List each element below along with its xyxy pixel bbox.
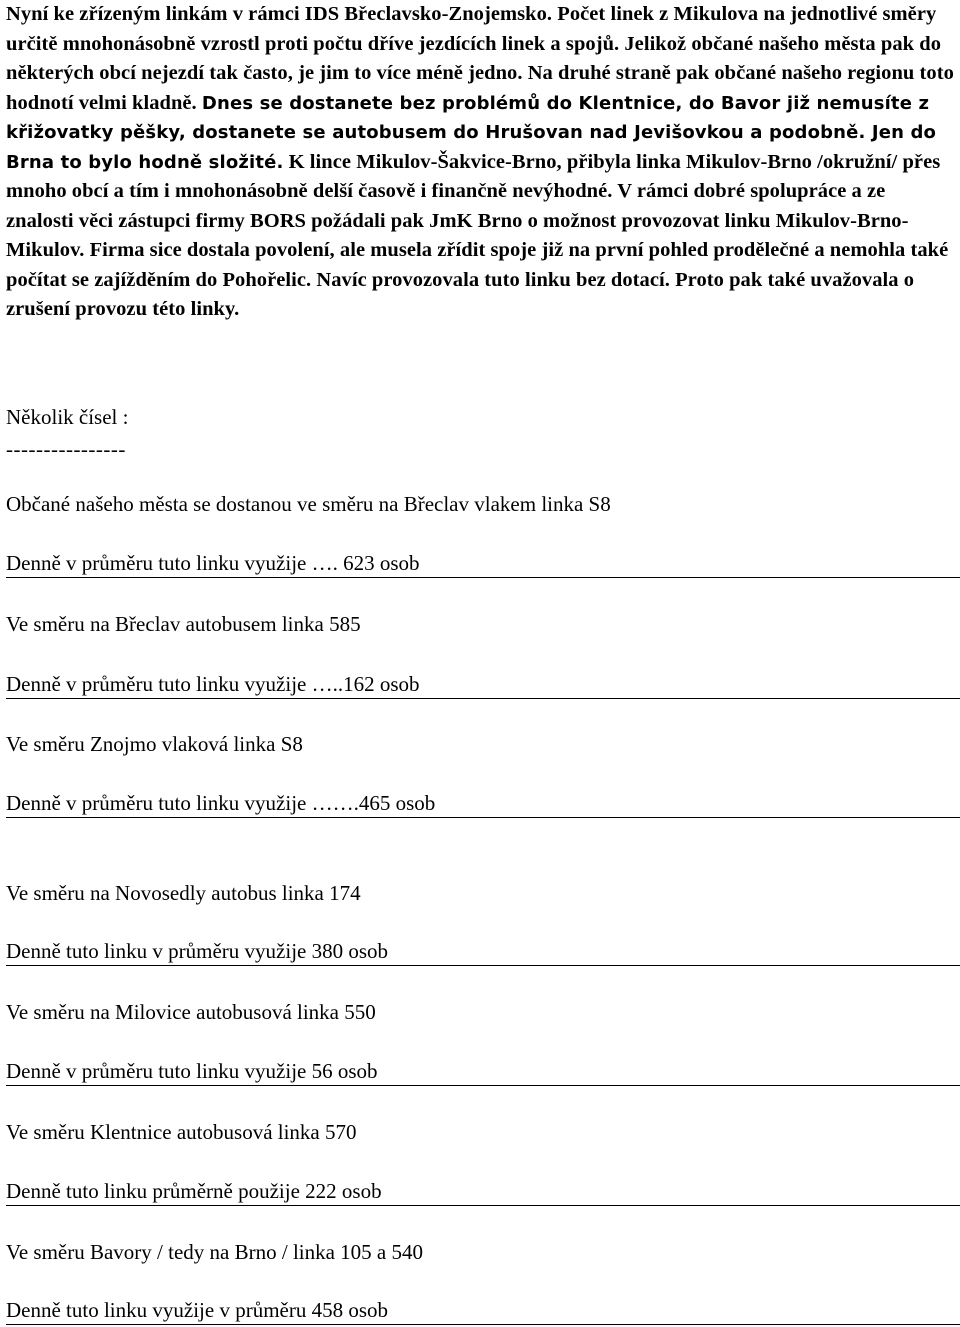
stat-line-breclav-train: Občané našeho města se dostanou ve směru na Břeclav vlakem linka S8 bbox=[6, 492, 611, 516]
stats-divider: ---------------- bbox=[6, 437, 126, 461]
stat-line-novosedly-bus-count: Denně tuto linku v průměru využije 380 osob bbox=[6, 937, 960, 966]
stat-line-klentnice-bus-count: Denně tuto linku průměrně použije 222 osob bbox=[6, 1177, 960, 1206]
intro-sentence-3: K lince Mikulov-Šakvice-Brno, přibyla linka Mikulov-Brno /okružní/ přes mnoho obcí a tím i mnohonásobně delší časově i finančně nevýhodné. bbox=[6, 150, 941, 202]
stats-heading: Několik čísel : bbox=[6, 405, 129, 429]
stat-line-milovice-bus: Ve směru na Milovice autobusová linka 550 bbox=[6, 1000, 376, 1024]
stat-line-breclav-train-count: Denně v průměru tuto linku využije …. 623 osob bbox=[6, 549, 960, 578]
stat-line-znojmo-train-count: Denně v průměru tuto linku využije …….465 osob bbox=[6, 789, 960, 818]
intro-sentence-4: V rámci dobré spolupráce a ze znalosti věci zástupci firmy BORS požádali pak JmK Brno o možnost provozovat linku Mikulov-Brno-Mikulov. Firma sice dostala povolení, ale musela zřídit spoje již na první pohled prodělečné a nemohla také počítat se zajížděním do Pohořelic. Navíc provozovala tuto linku bez dotací. Proto pak také uvažovala o zrušení provozu této linky. bbox=[6, 180, 949, 320]
stat-line-milovice-bus-count: Denně v průměru tuto linku využije 56 osob bbox=[6, 1057, 960, 1086]
stat-line-novosedly-bus: Ve směru na Novosedly autobus linka 174 bbox=[6, 881, 361, 905]
stat-line-bavory-bus: Ve směru Bavory / tedy na Brno / linka 105 a 540 bbox=[6, 1240, 424, 1264]
stat-line-breclav-bus-count: Denně v průměru tuto linku využije …..162 osob bbox=[6, 670, 960, 699]
intro-paragraph bbox=[6, 0, 958, 325]
intro-sentence-1: Nyní ke zřízeným linkám v rámci IDS Břeclavsko-Znojemsko. Počet linek z Mikulova na jednotlivé směry určitě mnohonásobně vzrostl proti počtu dříve jezdících linek a spojů. Jelikož občané našeho města pak do některých obcí nejezdí tak často, je jim to více méně jedno. Na druhé straně pak občané našeho regionu toto hodnotí velmi kladně. bbox=[6, 3, 954, 114]
stat-line-klentnice-bus: Ve směru Klentnice autobusová linka 570 bbox=[6, 1120, 357, 1144]
stat-line-znojmo-train: Ve směru Znojmo vlaková linka S8 bbox=[6, 732, 303, 756]
stat-line-breclav-bus: Ve směru na Břeclav autobusem linka 585 bbox=[6, 612, 361, 636]
stat-line-bavory-bus-count: Denně tuto linku využije v průměru 458 osob bbox=[6, 1296, 960, 1325]
intro-sentence-2: Dnes se dostanete bez problémů do Klentnice, do Bavor již nemusíte z křižovatky pěšky, dostanete se autobusem do Hrušovan nad Jevišovkou a podobně. Jen do Brna to bylo hodně složité. bbox=[6, 92, 937, 173]
